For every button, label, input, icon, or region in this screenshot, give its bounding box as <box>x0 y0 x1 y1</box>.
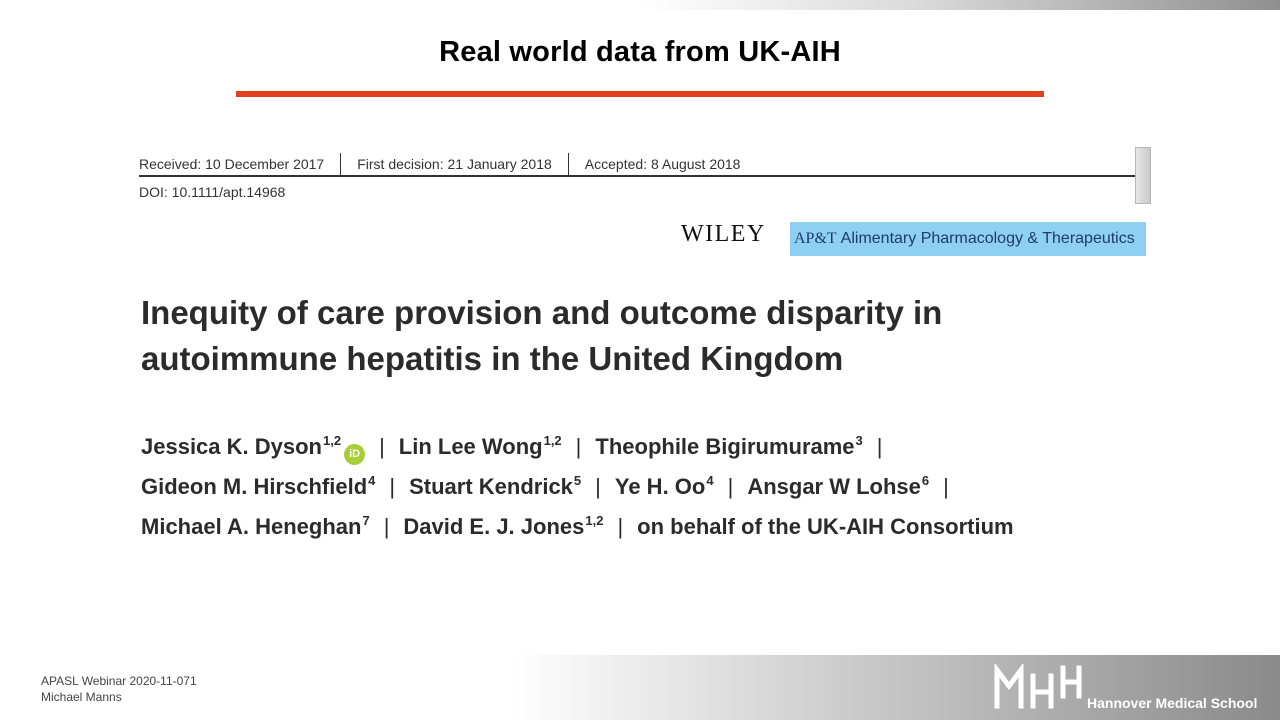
author-separator: | <box>617 514 624 539</box>
author-affiliation: 1,2 <box>543 433 562 448</box>
author-separator: | <box>575 434 582 459</box>
author-line <box>141 461 1141 501</box>
author <box>141 514 370 539</box>
author-separator: | <box>595 474 601 499</box>
author-name: Jessica K. Dyson <box>141 434 322 459</box>
author <box>409 474 581 499</box>
author <box>615 474 714 499</box>
author-affiliation: 7 <box>362 513 370 528</box>
doi: DOI: 10.1111/apt.14968 <box>139 184 286 200</box>
journal-badge <box>790 222 1146 256</box>
author-affiliation: 1,2 <box>322 433 342 448</box>
journal-abbreviation: AP&T <box>794 230 837 247</box>
slide-title: Real world data from UK-AIH <box>439 36 841 68</box>
author <box>141 434 341 459</box>
author-name: Stuart Kendrick <box>409 474 573 499</box>
author-separator: | <box>389 474 396 499</box>
event-name: APASL Webinar 2020-11-071 <box>41 674 197 688</box>
author-name: Theophile Bigirumurame <box>595 434 855 459</box>
author-affiliation: 3 <box>855 433 863 448</box>
publisher-logo: WILEY <box>681 221 766 247</box>
article-title-line: Inequity of care provision and outcome disparity in <box>141 294 943 331</box>
meta-divider <box>568 153 569 175</box>
meta-rule <box>139 175 1136 177</box>
author-name: Michael A. Heneghan <box>141 514 362 539</box>
author-affiliation: 1,2 <box>585 513 604 528</box>
author-name: David E. J. Jones <box>403 514 585 539</box>
author-separator: | <box>379 434 385 459</box>
author-line <box>141 501 1141 541</box>
author-name: Ye H. Oo <box>614 474 706 499</box>
article-title <box>141 290 1041 382</box>
author-affiliation: 6 <box>921 473 930 488</box>
top-decorative-gradient <box>640 0 1280 10</box>
accepted-date: Accepted: 8 August 2018 <box>584 156 741 172</box>
article-history <box>139 153 740 175</box>
footer-info <box>41 673 197 705</box>
journal-name: Alimentary Pharmacology & Therapeutics <box>840 230 1135 247</box>
author <box>595 434 862 459</box>
author-name: Lin Lee Wong <box>398 434 543 459</box>
orcid-icon: iD <box>344 444 365 465</box>
author <box>403 514 603 539</box>
author-affiliation: 4 <box>706 473 714 488</box>
author-separator: | <box>943 474 949 499</box>
first-decision-date: First decision: 21 January 2018 <box>357 156 552 172</box>
received-date: Received: 10 December 2017 <box>139 156 325 172</box>
mhh-logo <box>993 664 1083 710</box>
paper-header-image <box>130 145 1160 545</box>
article-title-line: autoimmune hepatitis in the United Kingdom <box>141 340 844 377</box>
author <box>141 474 375 499</box>
author-affiliation: 5 <box>573 473 582 488</box>
author-separator: | <box>383 514 390 539</box>
consortium: on behalf of the UK-AIH Consortium <box>637 514 1014 539</box>
scrollbar-thumb <box>1135 147 1151 204</box>
author-list <box>141 421 1141 541</box>
meta-divider <box>340 153 341 175</box>
author-name: Gideon M. Hirschfield <box>141 474 368 499</box>
author-line <box>141 421 1141 461</box>
author <box>399 434 562 459</box>
author <box>747 474 929 499</box>
school-name: Hannover Medical School <box>1087 695 1258 711</box>
author-name: Ansgar W Lohse <box>747 474 921 499</box>
author-separator: | <box>876 434 883 459</box>
title-underline <box>236 91 1044 97</box>
author-separator: | <box>727 474 734 499</box>
speaker-name: Michael Manns <box>41 690 122 704</box>
author-affiliation: 4 <box>368 473 376 488</box>
